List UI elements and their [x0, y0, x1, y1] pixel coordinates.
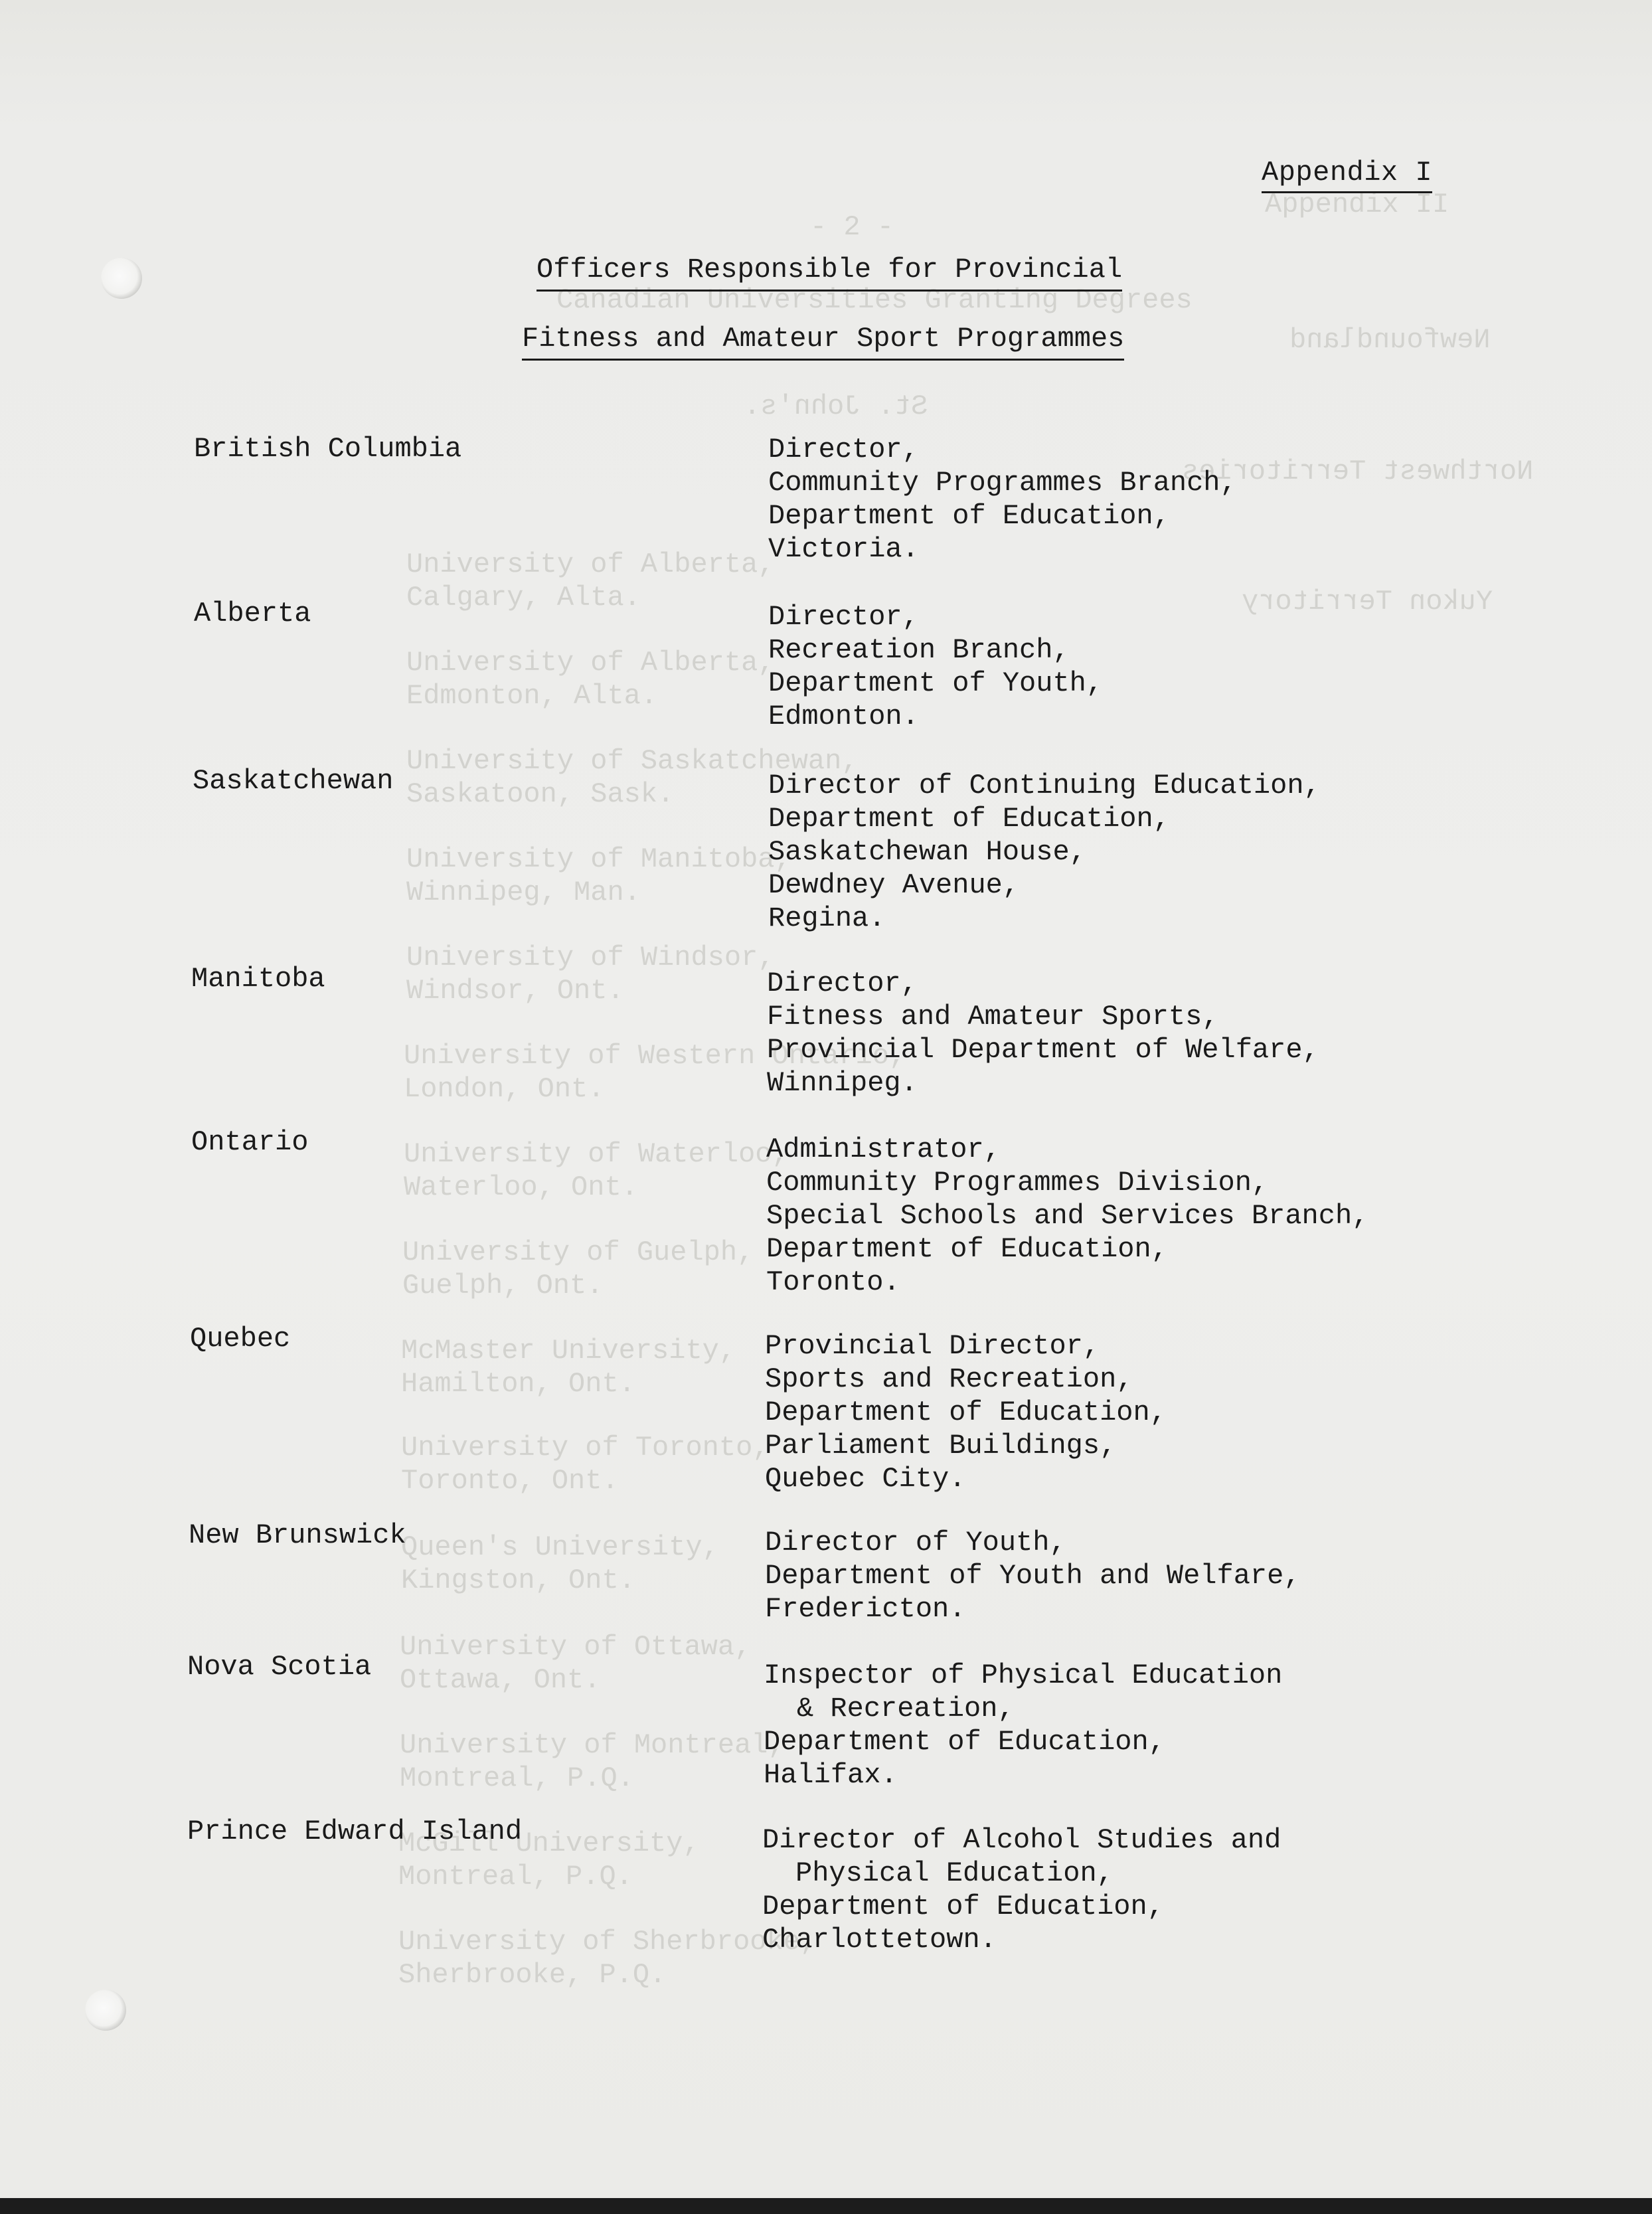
officer-address: [768, 769, 1321, 935]
officer-line: Director of Youth,: [765, 1527, 1066, 1559]
document-title-line-1: Officers Responsible for Provincial: [537, 254, 1122, 292]
province-name: Nova Scotia: [187, 1651, 372, 1683]
ghost-univ: University of Ottawa,: [400, 1631, 752, 1663]
ghost-univ: University of Toronto,: [401, 1432, 770, 1464]
officer-line: Halifax.: [764, 1759, 898, 1791]
ghost-univ: London, Ont.: [404, 1073, 605, 1105]
officer-line: Provincial Department of Welfare,: [767, 1034, 1319, 1066]
province-name: British Columbia: [194, 433, 462, 465]
appendix-label: Appendix I: [1262, 157, 1432, 193]
province-name: Ontario: [191, 1126, 309, 1158]
officer-line: Fitness and Amateur Sports,: [767, 1001, 1219, 1033]
officer-address: [766, 1133, 1368, 1299]
ghost-univ: Guelph, Ont.: [402, 1270, 604, 1302]
officer-line: Winnipeg.: [767, 1067, 918, 1099]
ghost-univ: Toronto, Ont.: [401, 1465, 619, 1497]
document-title-line-2: Fitness and Amateur Sport Programmes: [522, 323, 1124, 361]
officer-line: Saskatchewan House,: [768, 836, 1086, 868]
officer-line: Charlottetown.: [762, 1924, 997, 1956]
officer-line: Fredericton.: [765, 1593, 966, 1625]
province-name: Manitoba: [191, 963, 325, 995]
officer-line: Physical Education,: [795, 1857, 1114, 1889]
officer-address: [762, 1824, 1281, 1956]
ghost-univ: University of Montreal,: [400, 1729, 785, 1761]
ghost-univ: University of Sherbrooke,: [398, 1926, 817, 1958]
ghost-mirror-northwest: Northwest Territories: [1182, 456, 1534, 487]
ghost-univ: Montreal, P.Q.: [400, 1762, 634, 1794]
ghost-appendix: Appendix II: [1265, 189, 1449, 220]
officer-line: Department of Youth and Welfare,: [765, 1560, 1301, 1592]
province-name: Prince Edward Island: [187, 1816, 523, 1847]
officer-line: Department of Education,: [762, 1891, 1164, 1922]
ghost-univ: University of Waterloo,: [404, 1138, 789, 1170]
ghost-univ: Queen's University,: [401, 1531, 719, 1563]
officer-line: Department of Education,: [766, 1233, 1168, 1265]
ghost-page-number: - 2 -: [810, 211, 894, 243]
officer-address: [764, 1659, 1282, 1792]
ghost-univ: Calgary, Alta.: [406, 582, 641, 614]
ghost-univ: Waterloo, Ont.: [404, 1171, 638, 1203]
officer-line: Director of Continuing Education,: [768, 770, 1321, 802]
officer-address: [765, 1526, 1301, 1626]
officer-address: [765, 1329, 1167, 1495]
officer-line: Provincial Director,: [765, 1330, 1100, 1362]
scan-bottom-edge: [0, 2198, 1652, 2214]
ghost-mirror-newfoundland: Newfoundland: [1289, 324, 1491, 356]
ghost-heading: Canadian Universities Granting Degrees: [556, 284, 1193, 316]
officer-line: Regina.: [768, 902, 886, 934]
officer-line: Department of Education,: [768, 803, 1170, 835]
officer-line: Department of Education,: [768, 500, 1170, 532]
ghost-univ: Edmonton, Alta.: [406, 680, 658, 712]
ghost-univ: University of Guelph,: [402, 1236, 754, 1268]
officer-line: Director of Alcohol Studies and: [762, 1824, 1281, 1856]
ghost-univ: University of Windsor,: [406, 942, 775, 974]
ghost-univ: University of Saskatchewan,: [406, 745, 859, 777]
officer-line: Sports and Recreation,: [765, 1363, 1133, 1395]
officer-line: Department of Education,: [765, 1397, 1167, 1428]
officer-line: Edmonton.: [768, 701, 919, 732]
ghost-univ: Winnipeg, Man.: [406, 877, 641, 908]
officer-line: Director,: [768, 601, 919, 633]
officer-line: Special Schools and Services Branch,: [766, 1200, 1369, 1232]
ghost-mirror-stjohns: St. John's.: [744, 390, 928, 422]
officer-line: Toronto.: [766, 1266, 900, 1298]
punch-hole: [101, 258, 142, 299]
ghost-univ: McGill University,: [398, 1828, 700, 1859]
officer-line: Community Programmes Division,: [766, 1167, 1269, 1199]
ghost-univ: University of Western Ontario,: [404, 1040, 906, 1072]
officer-line: Recreation Branch,: [768, 634, 1070, 666]
ghost-univ: University of Alberta,: [406, 549, 775, 580]
ghost-mirror-yukon: Yukon Territory: [1242, 586, 1493, 618]
province-name: Quebec: [190, 1323, 291, 1355]
officer-line: Victoria.: [768, 533, 919, 565]
ghost-univ: University of Manitoba,: [406, 843, 791, 875]
officer-line: Director,: [768, 434, 919, 466]
ghost-univ: Kingston, Ont.: [401, 1565, 635, 1596]
officer-line: Department of Education,: [764, 1726, 1165, 1758]
ghost-univ: Saskatoon, Sask.: [406, 778, 675, 810]
officer-line: Dewdney Avenue,: [768, 869, 1020, 901]
ghost-univ: University of Alberta,: [406, 647, 775, 679]
officer-address: [768, 600, 1103, 733]
ghost-univ: Ottawa, Ont.: [400, 1664, 601, 1696]
province-name: New Brunswick: [189, 1519, 406, 1551]
ghost-univ: McMaster University,: [401, 1335, 736, 1367]
officer-line: Department of Youth,: [768, 667, 1104, 699]
ghost-univ: Windsor, Ont.: [406, 975, 624, 1007]
officer-address: [767, 967, 1319, 1100]
province-name: Saskatchewan: [193, 765, 394, 797]
officer-line: Parliament Buildings,: [765, 1430, 1117, 1462]
officer-line: Inspector of Physical Education: [764, 1660, 1283, 1691]
officer-line: & Recreation,: [797, 1693, 1015, 1725]
ghost-univ: Sherbrooke, P.Q.: [398, 1959, 667, 1991]
officer-line: Community Programmes Branch,: [768, 467, 1237, 499]
officer-line: Director,: [767, 968, 918, 999]
ghost-univ: Montreal, P.Q.: [398, 1861, 633, 1893]
ghost-univ: Hamilton, Ont.: [401, 1368, 635, 1400]
province-name: Alberta: [194, 598, 311, 630]
officer-line: Quebec City.: [765, 1463, 966, 1495]
officer-address: [768, 433, 1237, 566]
punch-hole: [85, 1990, 126, 2031]
officer-line: Administrator,: [766, 1134, 1001, 1165]
